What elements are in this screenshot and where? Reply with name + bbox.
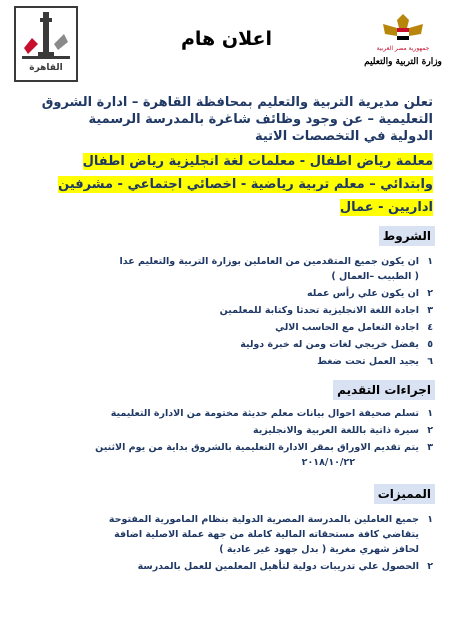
item-number: ١ — [427, 256, 433, 267]
list-item: ١ ان يكون جميع المتقدمين من العاملين بوزارة التربية والتعليم عدا ( الطبيب –العمال ) — [119, 256, 433, 282]
job-line: وابتدائي – معلم تربية رياضية - اخصائي اجتماعي - مشرفين — [58, 177, 433, 192]
intro-line: التعليمية – عن وجود وظائف شاغرة بالمدرسة الرسمية — [88, 112, 433, 127]
ministry-logo — [363, 10, 443, 74]
item-number: ٣ — [427, 305, 433, 316]
item-number: ٦ — [427, 356, 433, 367]
intro-paragraph — [17, 94, 433, 145]
svg-text:جمهورية مصر العربية: جمهورية مصر العربية — [376, 45, 430, 52]
item-number: ٤ — [427, 322, 433, 333]
list-item: ٣ يتم تقديم الاوراق بمقر الادارة التعليمية بالشروق بداية من يوم الاثنين ٢٠١٨/١٠/٢٢ — [95, 442, 433, 468]
list-item: ٣ اجادة اللغة الانجليزية تحدثا وكتابة للمعلمين — [219, 305, 433, 316]
list-item: ٤ اجادة التعامل مع الحاسب الالي — [275, 322, 433, 333]
conditions-list — [23, 254, 433, 371]
eagle-emblem-icon — [363, 10, 443, 74]
item-number: ٥ — [427, 339, 433, 350]
benefits-list — [23, 512, 433, 576]
intro-line: تعلن مديرية التربية والتعليم بمحافظة القاهرة – ادارة الشروق — [41, 95, 433, 110]
item-number: ٢ — [427, 288, 433, 299]
page-title: اعلان هام — [181, 28, 272, 50]
job-line: معلمة رياض اطفال - معلمات لغة انجليزية رياض اطفال — [82, 154, 433, 169]
item-number: ١ — [427, 514, 433, 525]
procedures-heading: اجراءات التقديم — [333, 380, 435, 400]
item-number: ١ — [427, 408, 433, 419]
list-item: ١ تسلم صحيفة احوال بيانات معلم حديثة مختومة من الادارة التعليمية — [110, 408, 433, 419]
item-number: ٢ — [427, 561, 433, 572]
conditions-heading: الشروط — [379, 226, 435, 246]
benefits-heading: المميزات — [374, 484, 435, 504]
svg-text:وزارة التربية والتعليم: وزارة التربية والتعليم — [364, 57, 442, 67]
jobs-list — [15, 150, 433, 219]
list-item: ١ جميع العاملين بالمدرسة المصرية الدولية بنظام المامورية المفتوحة يتقاضي كافة مستحقاته المالية كاملة من جهة عملة الاصلية اضافة لحافز شهري مغرية ( بدل جهود غير عادية ) — [108, 514, 433, 555]
procedures-list — [23, 406, 433, 472]
svg-text:القاهرة: القاهرة — [29, 63, 63, 73]
intro-line: الدولية في التخصصات الاتية — [254, 129, 433, 144]
job-line: اداريين - عمال — [339, 200, 433, 215]
item-number: ٣ — [427, 442, 433, 453]
item-number: ٢ — [427, 425, 433, 436]
list-item: ٥ يفضل خريجي لغات ومن له خبرة دولية — [240, 339, 433, 350]
list-item: ٦ يجيد العمل تحت ضغط — [317, 356, 433, 367]
list-item: ٢ الحصول علي تدريبات دولية لتأهيل المعلمين للعمل بالمدرسة — [137, 561, 433, 572]
list-item: ٢ سيرة ذاتية باللغة العربية والانجليزية — [253, 425, 433, 436]
list-item: ٢ ان يكون علي رأس عمله — [306, 288, 433, 299]
